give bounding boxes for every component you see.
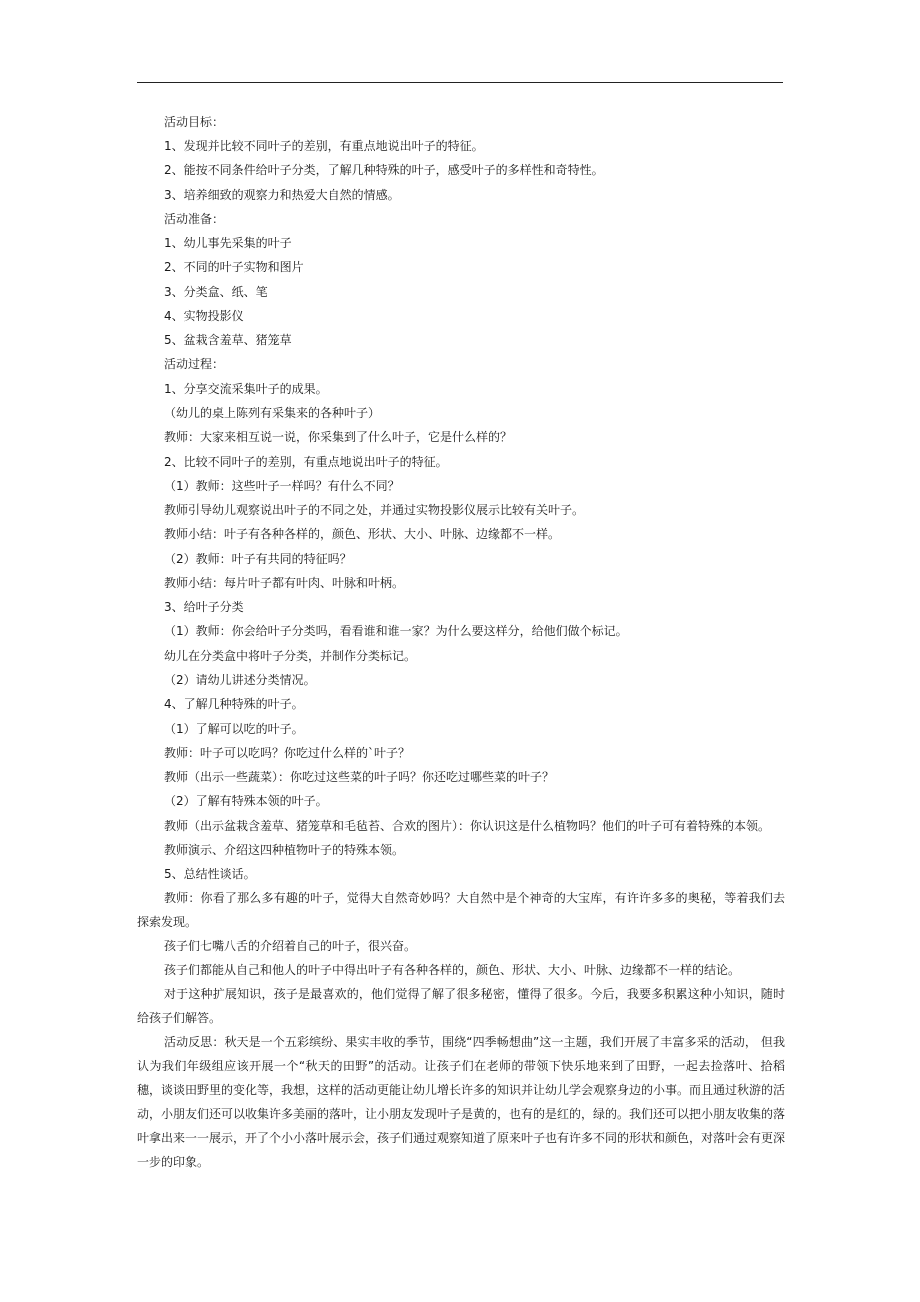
summary-paragraph: 孩子们七嘴八舌的介绍着自己的叶子，很兴奋。 [164, 939, 417, 953]
reflection-paragraph: 活动反思：秋天是一个五彩缤纷、果实丰收的季节，围绕“四季畅想曲”这一主题，我们开展了丰富多采的活动， 但我认为我们年级组应该开展一个“秋天的田野”的活动。让孩子们在老师的带领下快乐地来到了田野，一起去捡落叶、拾稻穗，谈谈田野里的变化等，我想，这样的活动更能让幼儿增长许多的知识并让幼儿学会观察身边的小事。而且通过秋游的活动，小朋友们还可以收集许多美丽的落叶，让小朋友发现叶子是黄的，也有的是红的，绿的。我们还可以把小朋友收集的落叶拿出来一一展示，开了个小小落叶展示会，孩子们通过观察知道了原来叶子也有许多不同的形状和颜色，对落叶会有更深一步的印象。 [137, 1035, 786, 1169]
goal-item: 3、培养细致的观察力和热爱大自然的情感。 [164, 188, 400, 202]
process-line: （1）教师：这些叶子一样吗？有什么不同？ [164, 479, 400, 493]
process-line: （1）教师：你会给叶子分类吗，看看谁和谁一家？为什么要这样分，给他们做个标记。 [164, 624, 628, 638]
summary-paragraph: 教师：你看了那么多有趣的叶子，觉得大自然奇妙吗？大自然中是个神奇的大宝库，有许许多多的奥秘，等着我们去探索发现。 [137, 891, 785, 929]
goal-item: 2、能按不同条件给叶子分类，了解几种特殊的叶子，感受叶子的多样性和奇特性。 [164, 163, 604, 177]
process-line: 幼儿在分类盒中将叶子分类，并制作分类标记。 [164, 649, 417, 663]
process-line: 教师（出示盆栽含羞草、猪笼草和毛毡苔、合欢的图片）：你认识这是什么植物吗？他们的叶子可有着特殊的本领。 [164, 819, 771, 833]
process-line: （2）了解有特殊本领的叶子。 [164, 794, 328, 808]
header-rule [137, 82, 783, 83]
goal-item: 1、发现并比较不同叶子的差别，有重点地说出叶子的特征。 [164, 139, 484, 153]
process-line: 教师演示、介绍这四种植物叶子的特殊本领。 [164, 843, 405, 857]
process-line: 教师：大家来相互说一说，你采集到了什么叶子，它是什么样的？ [164, 430, 513, 444]
process-line: （2）请幼儿讲述分类情况。 [164, 673, 316, 687]
preparation-item: 3、分类盒、纸、笔 [164, 285, 268, 299]
process-line: 4、了解几种特殊的叶子。 [164, 697, 304, 711]
process-line: 教师小结：每片叶子都有叶肉、叶脉和叶柄。 [164, 576, 405, 590]
heading-process: 活动过程： [164, 357, 225, 371]
process-line: 2、比较不同叶子的差别，有重点地说出叶子的特征。 [164, 455, 448, 469]
preparation-item: 1、幼儿事先采集的叶子 [164, 236, 292, 250]
heading-goals: 活动目标： [164, 115, 225, 129]
summary-paragraph: 孩子们都能从自己和他人的叶子中得出叶子有各种各样的，颜色、形状、大小、叶脉、边缘都不一样的结论。 [164, 963, 741, 977]
process-line: 3、给叶子分类 [164, 600, 244, 614]
process-line: 5、总结性谈话。 [164, 867, 256, 881]
process-line: 教师小结：叶子有各种各样的，颜色、形状、大小、叶脉、边缘都不一样。 [164, 527, 561, 541]
process-line: 教师引导幼儿观察说出叶子的不同之处，并通过实物投影仪展示比较有关叶子。 [164, 503, 585, 517]
process-line: （1）了解可以吃的叶子。 [164, 722, 304, 736]
process-line: （2）教师：叶子有共同的特征吗？ [164, 552, 352, 566]
preparation-item: 4、实物投影仪 [164, 309, 244, 323]
summary-paragraph: 对于这种扩展知识，孩子是最喜欢的，他们觉得了解了很多秘密，懂得了很多。今后，我要多积累这种小知识，随时给孩子们解答。 [137, 987, 785, 1025]
process-line: 1、分享交流采集叶子的成果。 [164, 382, 328, 396]
process-line: （幼儿的桌上陈列有采集来的各种叶子） [164, 406, 381, 420]
process-line: 教师：叶子可以吃吗？你吃过什么样的`叶子？ [164, 746, 411, 760]
preparation-item: 5、盆栽含羞草、猪笼草 [164, 333, 292, 347]
heading-preparation: 活动准备： [164, 212, 225, 226]
process-line: 教师（出示一些蔬菜）：你吃过这些菜的叶子吗？你还吃过哪些菜的叶子？ [164, 770, 555, 784]
preparation-item: 2、不同的叶子实物和图片 [164, 260, 304, 274]
